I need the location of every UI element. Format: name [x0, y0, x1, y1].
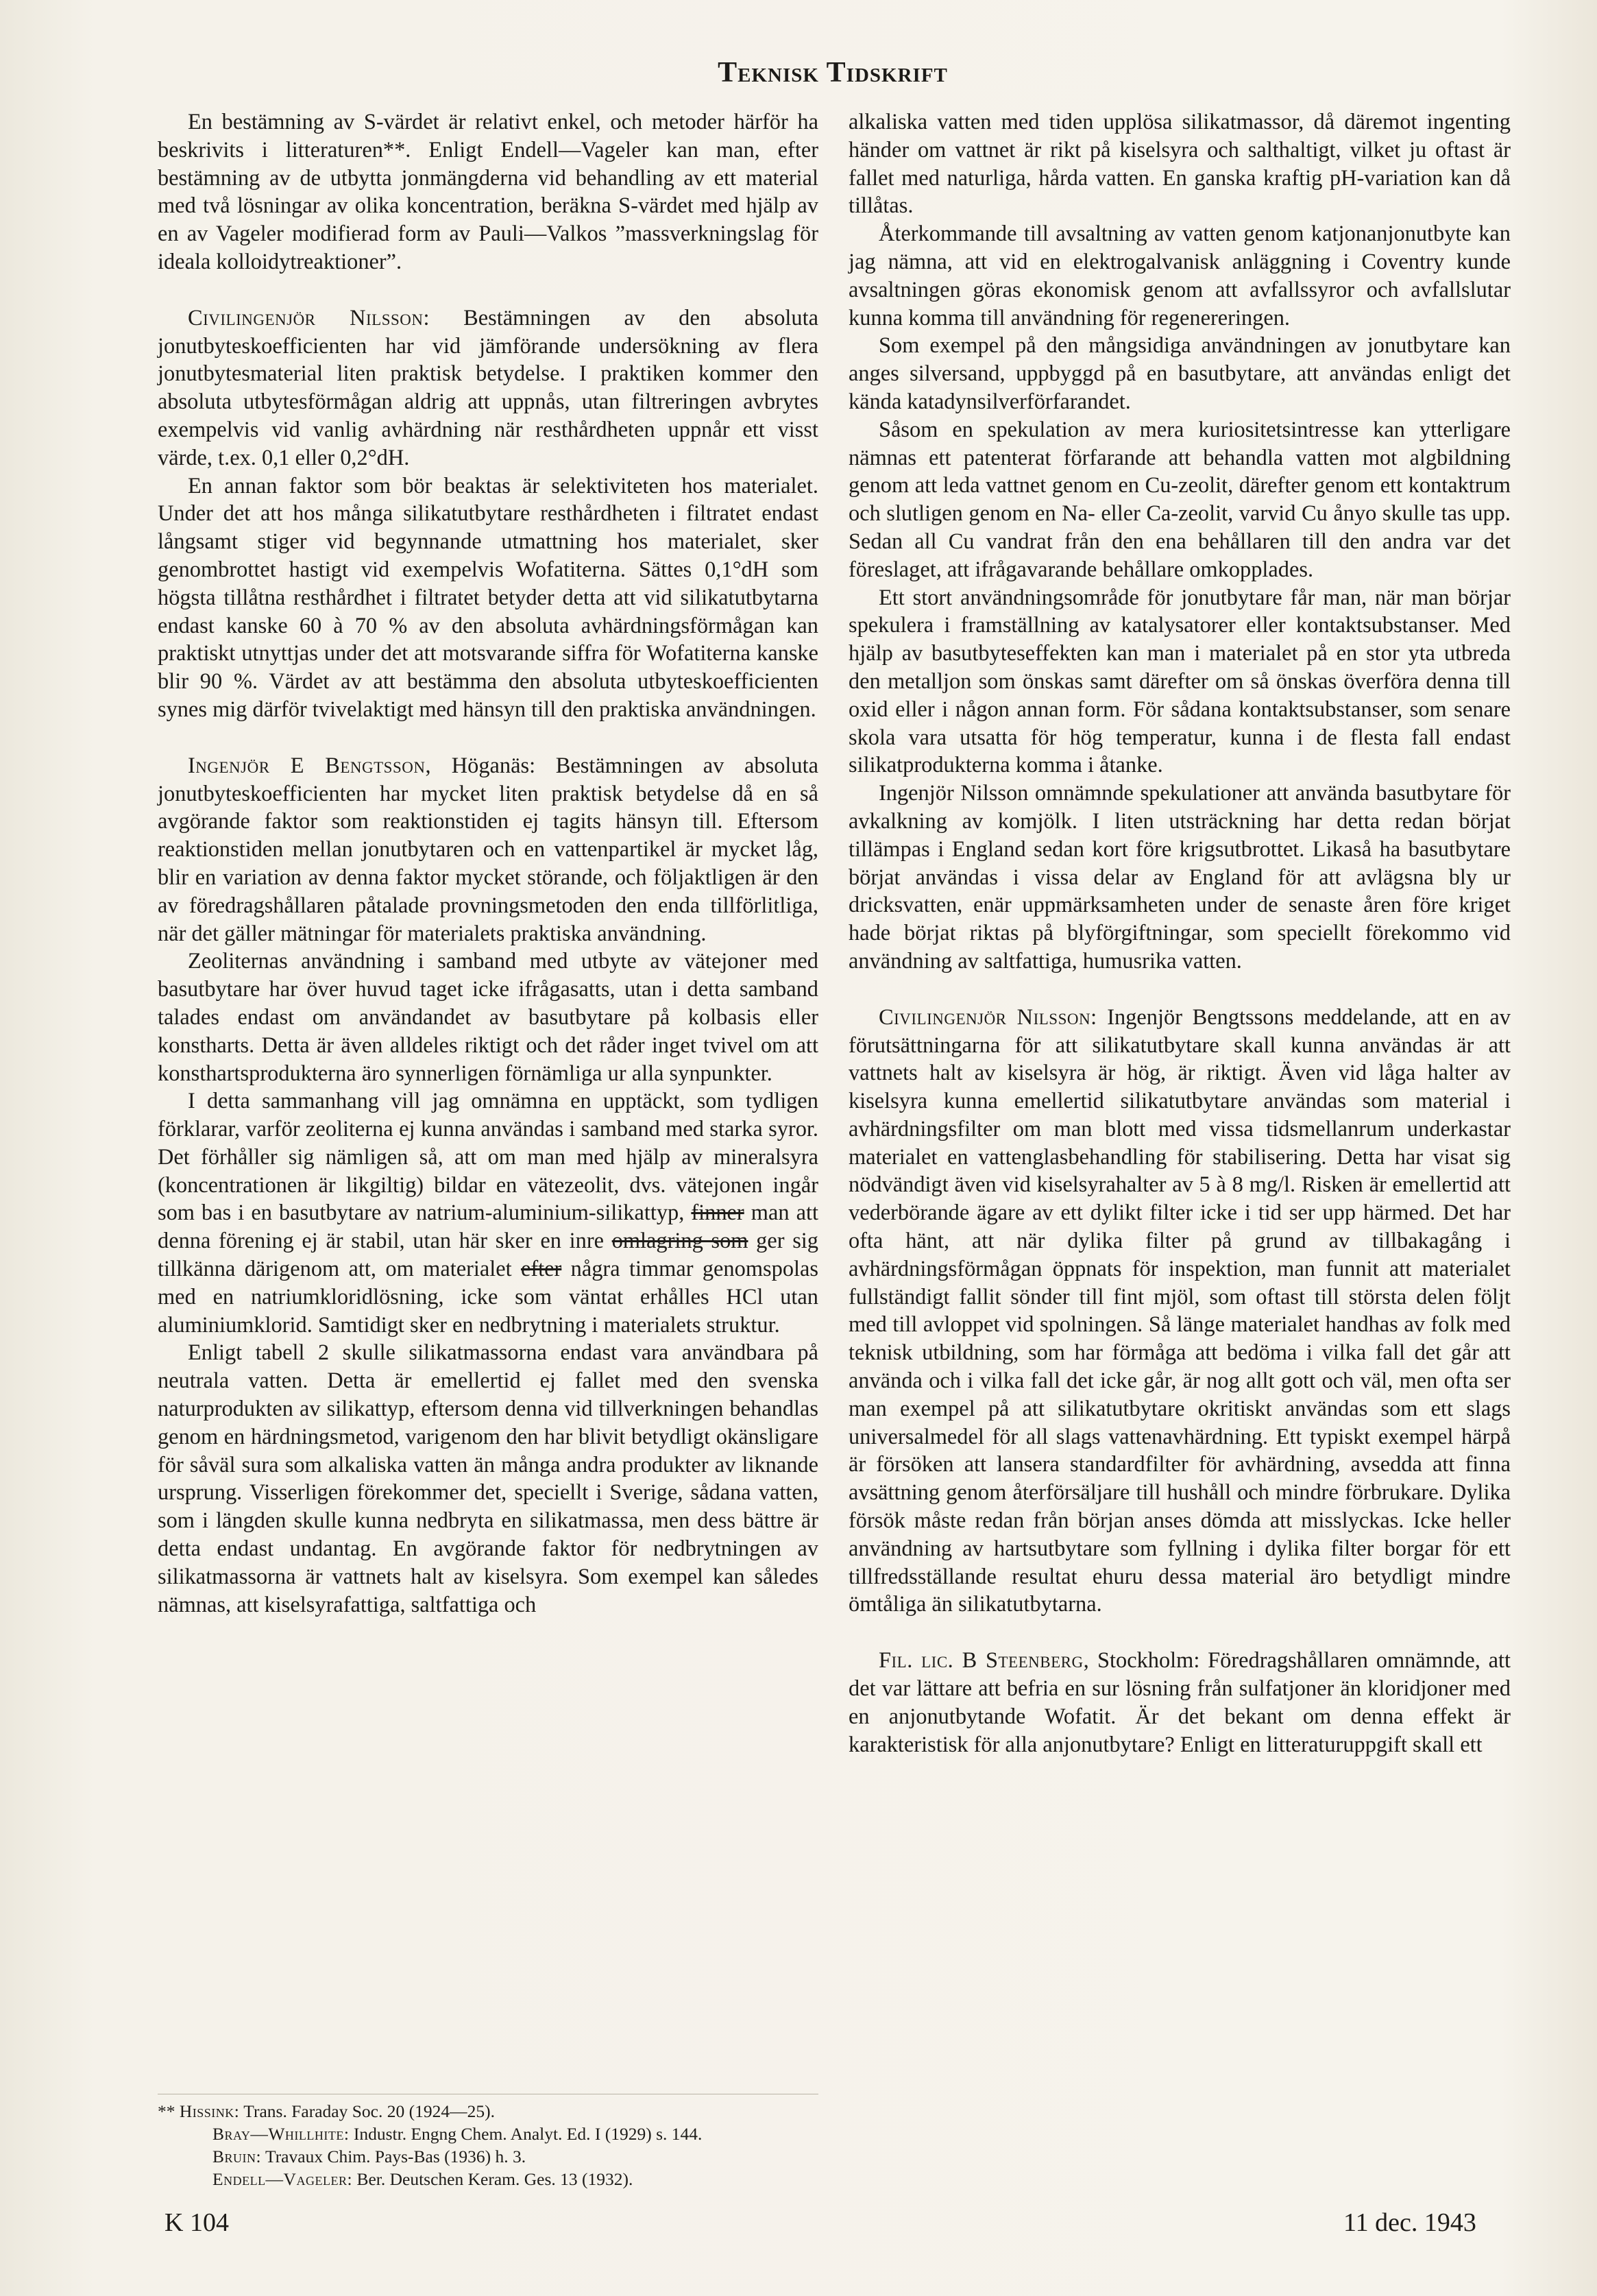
footnote-marker: **	[158, 2101, 175, 2121]
footnote-text: Industr. Engng Chem. Analyt. Ed. I (1929) s. 144.	[349, 2124, 703, 2144]
paragraph: En annan faktor som bör beaktas är selektiviteten hos materialet. Under det att hos många silikatutbytare resthårdheten i filtratet endast långsamt stiger vid begynnande utmattning hos materialet, sker genombrottet hastigt vid exempelvis Wofatiterna. Sättes 0,1°dH som högsta tillåtna resthårdhet i filtratet betyder detta att vid silikatutbytarna endast kanske 60 à 70 % av den absoluta avhärdningsförmågan kan praktiskt utnyttjas under det att motsvarande siffra för Wofatiterna kanske blir 90 %. Värdet av att bestämma den absoluta utbyteskoefficienten synes mig därför tvivelaktigt med hänsyn till den praktiska användningen.	[158, 473, 818, 722]
footnote	[158, 2168, 818, 2190]
paragraph: Zeoliternas användning i samband med utbyte av vätejoner med basutbytare har över huvud taget icke ifrågasatts, utan i detta samband talades endast om användandet av basutbytare på kolbasis eller konstharts. Detta är även alldeles riktigt och det råder inget tvivel om att konsthartsprodukterna äro synnerligen förnämliga ur alla synpunkter.	[158, 949, 818, 1086]
paragraph-text: man att denna förening ej är stabil, utan här sker en inre	[158, 1200, 818, 1254]
paragraph-text: Bestämningen av den absoluta jonutbyteskoefficienten har vid jämförande undersökning av flera jonutbytesmaterial liten praktisk betydelse. I praktiken kommer den absoluta utbytesförmågan aldrig att uppnås, utan filtreringen avbrytes exempelvis vid vanlig avhärdning när resthårdheten uppnår ett visst värde, t.ex. 0,1 eller 0,2°dH.	[158, 305, 818, 470]
paragraph: Som exempel på den mångsidiga användningen av jonutbytare kan anges silversand, uppbyggd på en basutbytare, att användas enligt det kända katadynsilverförfarandet.	[849, 333, 1511, 414]
paragraph	[158, 752, 818, 948]
page-number: K 104	[164, 2208, 229, 2237]
paragraph	[849, 1004, 1511, 1619]
paragraph: alkaliska vatten med tiden upplösa silikatmassor, då däremot ingenting händer om vattnet är rikt på kiselsyra och salthaltigt, vilket ju oftast är fallet med naturliga, hårda vatten. En ganska kraftig pH-variation kan då tillåtas.	[849, 110, 1511, 219]
footnote	[158, 2123, 818, 2145]
footnote-author: Endell—Vageler:	[212, 2169, 353, 2189]
struck-text: finner	[691, 1200, 744, 1226]
struck-text: omlagring som	[611, 1229, 748, 1254]
paragraph-text: Ingenjör Bengtssons meddelande, att en av förutsättningarna för att silikatutbytare skall kunna användas är att vattnets halt av kiselsyra är hög, är riktigt. Även vid låga halter av kiselsyra kunna emellertid silikatutbytare användas som material i avhärdningsfilter om man blott med vissa tidsmellanrum underkastar materialet en vattenglasbehandling för stabilisering. Detta har visat sig nödvändigt även vid kiselsyrahalter av 5 à 8 mg/l. Risken är emellertid att vederbörande ägare av ett dylikt filter icke i tid ser upp härmed. Det har ofta hänt, att när dylika filter på grund av tillbakagång i avhärdningsförmågan öppnats för inspektion, man funnit att materialet fullständigt fallit sönder till fint mjöl, som oftast till största delen följt med till avloppet vid spolningen. Så länge materialet handhas av folk med teknisk utbildning, som har förmåga att bedöma i vilka fall det går att använda och i vilka fall det icke går, är nog allt gott och väl, men ofta ser man exempel på att silikatutbytare okritiskt användas som ett slags universalmedel för all slags vattenavhärdning. Ett typiskt exempel härpå är försöken att lansera standardfilter för avhärdning, avsedda att finna avsättning genom återförsäljare till hushåll och mindre förbrukare. Dylika försök måste redan från början anses dömda att misslyckas. Icke heller användning av hartsutbytare som fyllning i dylika filter borgar för ett tillfredsställande resultat ehuru dessa material äro betydligt mindre ömtåliga än silikatutbytarna.	[849, 1004, 1511, 1617]
speaker-name: Ingenjör E Bengtsson,	[188, 753, 432, 778]
journal-running-head: Teknisk Tidskrift	[718, 57, 948, 88]
footnote-text: Trans. Faraday Soc. 20 (1924—25).	[239, 2101, 495, 2121]
paragraph	[158, 1087, 818, 1339]
speaker-name: Fil. lic. B Steenberg,	[879, 1648, 1090, 1673]
footnote-author: Bray—Whillhite:	[212, 2124, 350, 2144]
paragraph: Ingenjör Nilsson omnämnde spekulationer att använda basutbytare för avkalkning av komjölk. I liten utsträckning har detta redan börjat tillämpas i England sedan kort före krigsutbrottet. Likaså ha basutbytare börjat användas i vissa delar av England för att avlägsna bly ur dricksvatten, enär uppmärksamheten under de senaste åren före kriget hade börjat riktas på blyförgiftningar, som speciellt förekommo vid användning av saltfattiga, humusrika vatten.	[849, 781, 1511, 974]
paragraph-text: I detta sammanhang vill jag omnämna en upptäckt, som tydligen förklarar, varför zeoliterna ej kunna användas i samband med starka syror. Det förhåller sig nämligen så, att om man med hjälp av mineralsyra (koncentrationen är likgiltig) bildar en vätezeolit, dvs. vätejonen ingår som bas i en basutbytare av natrium-aluminium-silikattyp,	[158, 1089, 818, 1226]
footnote-text: Travaux Chim. Pays-Bas (1936) h. 3.	[261, 2147, 526, 2166]
left-column	[158, 108, 818, 1619]
paragraph	[158, 304, 818, 472]
paragraph: Ett stort användningsområde för jonutbytare får man, när man börjar spekulera i framställning av katalysatorer eller kontaktsubstanser. Med hjälp av basutbyteseffekten kan man i materialet på en stor yta utbreda den metalljon som önskas samt därefter om så önskas överföra denna till oxid eller i någon annan form. För sådana kontaktsubstanser, som senare skola vara utsatta för hög temperatur, kunna i de flesta fall endast silikatprodukterna komma i åtanke.	[849, 585, 1511, 778]
speaker-name: Civilingenjör Nilsson:	[879, 1004, 1097, 1030]
footnote	[158, 2145, 818, 2168]
paragraph-text: några timmar genomspolas med en natriumkloridlösning, icke som väntat erhålles HCl utan aluminiumklorid. Samtidigt sker en nedbrytning i materialets struktur.	[158, 1257, 818, 1338]
paragraph-text: ger sig tillkänna därigenom att, om materialet	[158, 1229, 818, 1282]
paragraph-text: Stockholm: Föredragshållaren omnämnde, att det var lättare att befria en sur lösning från sulfatjoner än kloridjoner med en anjonutbytande Wofatit. Är det bekant om denna effekt är karakteristisk för alla anjonutbytare? Enligt en litteraturuppgift skall ett	[849, 1648, 1511, 1757]
issue-date: 11 dec. 1943	[1343, 2208, 1476, 2237]
paragraph: Enligt tabell 2 skulle silikatmassorna endast vara användbara på neutrala vatten. Detta är emellertid ej fallet med den svenska naturprodukten av silikattyp, eftersom denna vid tillverkningen behandlas genom en härdningsmetod, varigenom den har blivit betydligt okänsligare för såväl sura som alkaliska vatten än många andra produkter av liknande ursprung. Visserligen förekommer det, speciellt i Sverige, sådana vatten, som i längden skulle kunna nedbryta en silikatmassa, men dess bättre är detta endast undantag. En avgörande faktor för nedbrytningen av silikatmassorna är vattnets halt av kiselsyra. Som exempel kan således nämnas, att kiselsyrafattiga, saltfattiga och	[158, 1340, 818, 1617]
footnote	[158, 2100, 818, 2123]
footnote-author: Bruin:	[212, 2147, 262, 2166]
speaker-name: Civilingenjör Nilsson:	[188, 305, 430, 330]
paragraph: En bestämning av S-värdet är relativt enkel, och metoder härför ha beskrivits i litteraturen**. Enligt Endell—Vageler kan man, efter bestämning av de utbytta jonmängderna vid behandling av ett material med två lösningar av olika koncentration, beräkna S-värdet med hjälp av en av Vageler modifierad form av Pauli—Valkos ”massverkningslag för ideala kolloidytreaktioner”.	[158, 110, 818, 274]
footnote-text: Ber. Deutschen Keram. Ges. 13 (1932).	[352, 2169, 633, 2189]
footnote-author: Hissink:	[179, 2101, 240, 2121]
paragraph: Såsom en spekulation av mera kuriositetsintresse kan ytterligare nämnas ett patenterat förfarande att behandla vatten mot algbildning genom att leda vattnet genom en Cu-zeolit, därefter genom ett kontaktrum och slutligen genom en Na- eller Ca-zeolit, varvid Cu ånyo skulle tas upp. Sedan all Cu vandrat från den ena behållaren till den andra var det föreslaget, att ifrågavarande behållare omkopplades.	[849, 417, 1511, 582]
paragraph: Återkommande till avsaltning av vatten genom katjonanjonutbyte kan jag nämna, att vid en elektrogalvanisk anläggning i Coventry kunde avsaltningen göras ekonomisk genom att avfallssyror och avfallslutar kunna komma till användning för regenereringen.	[849, 221, 1511, 330]
paragraph-text: Höganäs: Bestämningen av absoluta jonutbyteskoefficienten har mycket liten praktisk betydelse då en så avgörande faktor som reaktionstiden ej tagits hänsyn till. Eftersom reaktionstiden mellan jonutbytaren och en vattenpartikel är mycket låg, blir en variation av denna faktor mycket störande, och följaktligen är den av föredragshållaren påtalade provningsmetoden den enda tillförlitliga, när det gäller mätningar för materialets praktiska användning.	[158, 753, 818, 946]
struck-text: efter	[520, 1257, 562, 1282]
paragraph	[849, 1647, 1511, 1759]
footnotes	[158, 2094, 818, 2190]
right-column	[849, 108, 1511, 1759]
